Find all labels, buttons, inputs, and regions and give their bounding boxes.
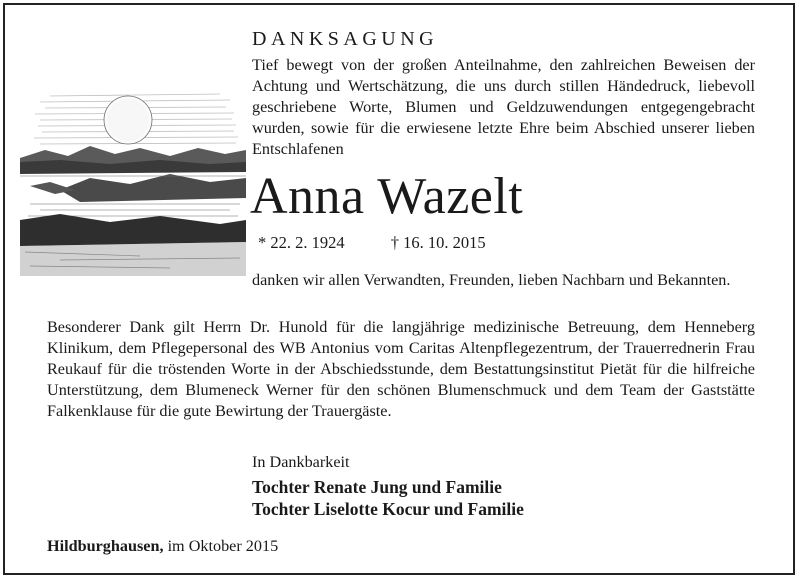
place-name: Hildburghausen, bbox=[47, 537, 164, 555]
place-date-line bbox=[47, 536, 278, 557]
deceased-name: Anna Wazelt bbox=[250, 168, 524, 225]
intro-paragraph: Tief bewegt von der großen Anteilnahme, den zahlreichen Beweisen der Achtung und Wertschätzung, die uns durch stillen Händedruck, liebevoll geschriebene Worte, Blumen und Geldzuwendungen entgegengebracht wurden, sowie für die erwiesene letzte Ehre beim Abschied unserer lieben Entschlafenen bbox=[252, 56, 755, 158]
sunset-landscape-sketch-icon bbox=[20, 90, 246, 276]
closing-phrase: In Dankbarkeit bbox=[252, 453, 350, 471]
notice-heading: DANKSAGUNG bbox=[252, 28, 439, 50]
signer-line: Tochter Renate Jung und Familie bbox=[252, 477, 502, 497]
special-thanks-paragraph: Besonderer Dank gilt Herrn Dr. Hunold für die langjährige medizinische Betreuung, dem Henneberg Klinikum, dem Pflegepersonal des WB Antonius vom Caritas Altenpflegezentrum, der Trauerrednerin Frau Reukauf für die tröstenden Worte in der Abschiedsstunde, dem Bestattungsinstitut Pietät für die hilfreiche Unterstützung, dem Blumeneck Werner für den schönen Blumenschmuck und dem Team der Gaststätte Falkenklause für die gute Bewirtung der Trauergäste. bbox=[47, 318, 755, 420]
birth-date: * 22. 2. 1924 bbox=[258, 233, 345, 252]
notice-date: im Oktober 2015 bbox=[167, 537, 279, 555]
thanks-relatives-paragraph: danken wir allen Verwandten, Freunden, lieben Nachbarn und Bekannten. bbox=[252, 271, 731, 289]
signer-line: Tochter Liselotte Kocur und Familie bbox=[252, 499, 524, 519]
life-dates bbox=[258, 232, 486, 254]
death-date: † 16. 10. 2015 bbox=[390, 233, 486, 252]
